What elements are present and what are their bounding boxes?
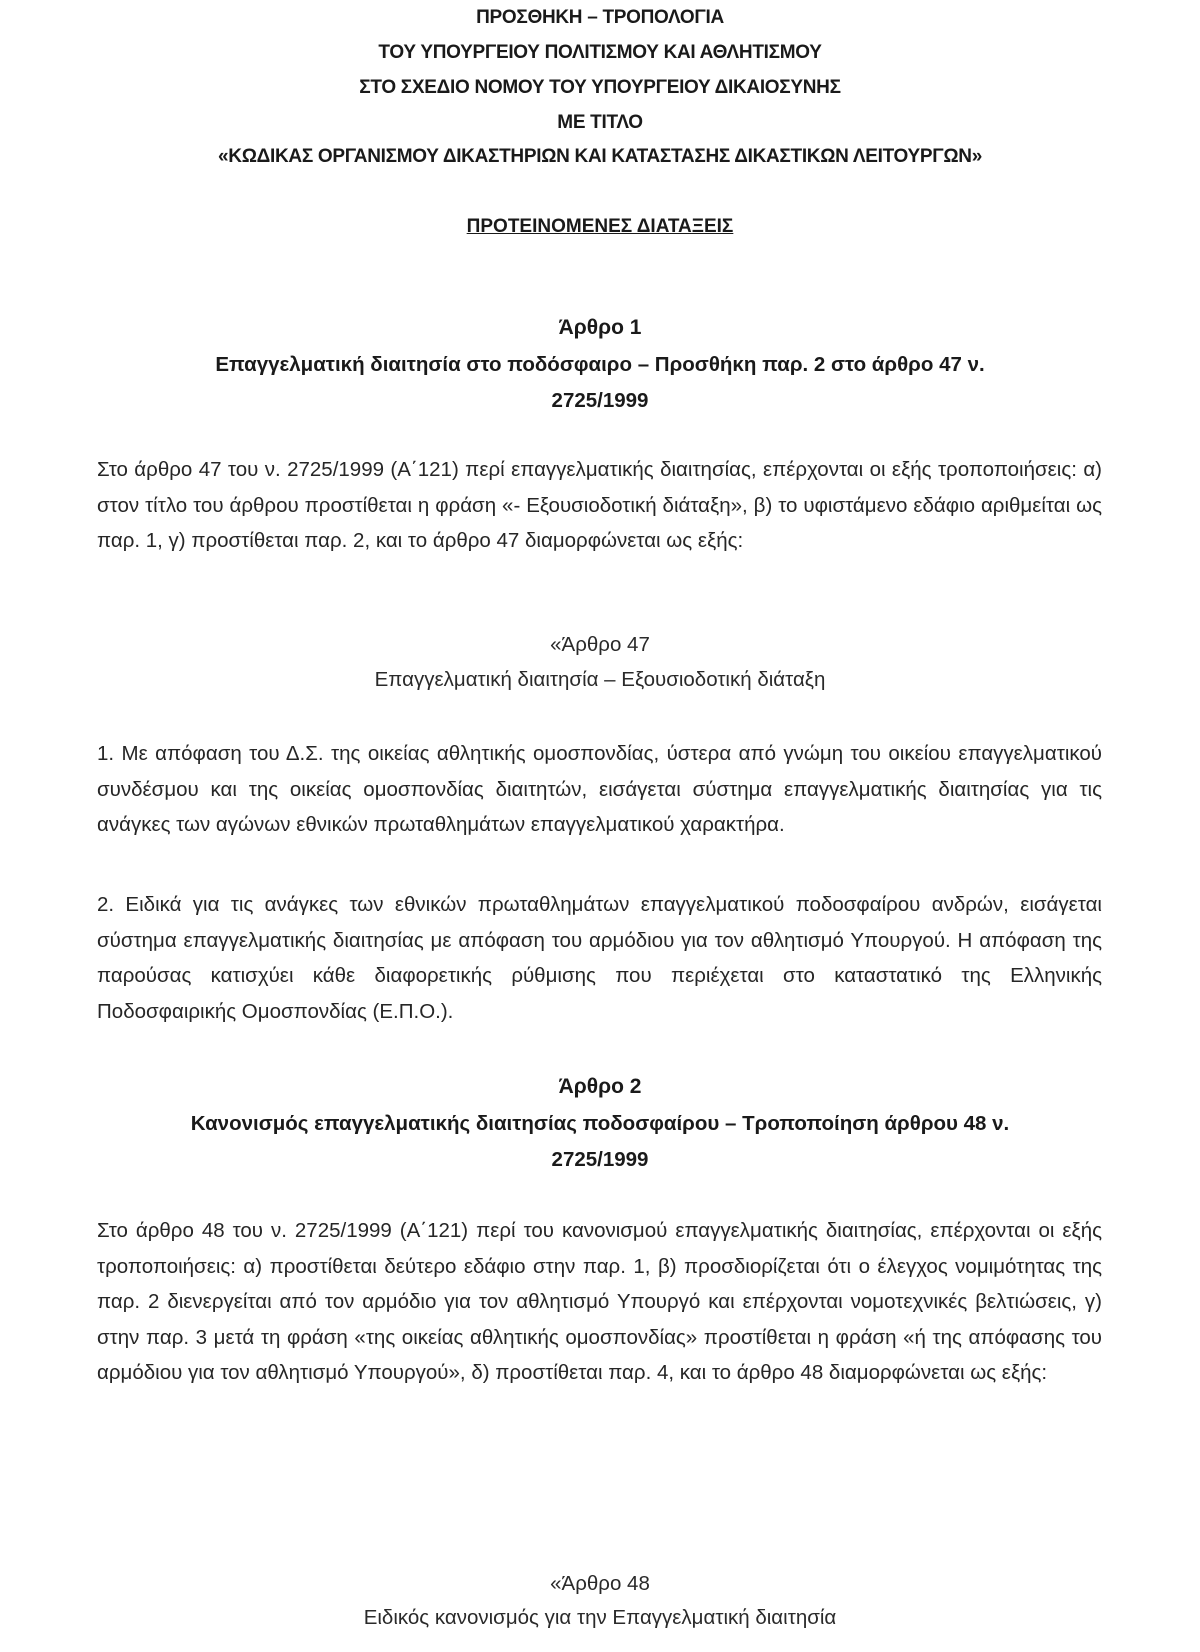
doc-header-line-3: ΣΤΟ ΣΧΕΔΙΟ ΝΟΜΟΥ ΤΟΥ ΥΠΟΥΡΓΕΙΟΥ ΔΙΚΑΙΟΣΥΝΗΣ — [359, 77, 841, 98]
article-48-quoted-subtitle: Ειδικός κανονισμός για την Επαγγελματική διαιτησία — [363, 1606, 837, 1629]
article-1-subtitle-line-2: 2725/1999 — [551, 389, 649, 412]
doc-header-line-1: ΠΡΟΣΘΗΚΗ – ΤΡΟΠΟΛΟΓΙΑ — [476, 7, 724, 28]
article-2-subtitle — [120, 1106, 1080, 1178]
article-1-intro: Στο άρθρο 47 του ν. 2725/1999 (Α΄121) περί επαγγελματικής διαιτησίας, επέρχονται οι εξής τροποποιήσεις: α) στον τίτλο του άρθρου προστίθεται η φράση «- Εξουσιοδοτική διάταξη», β) το υφιστάμενο εδάφιο αριθμείται ως παρ. 1, γ) προστίθεται παρ. 2, και το άρθρο 47 διαμορφώνεται ως εξής: — [97, 458, 1102, 552]
article-2-subtitle-line-1: Κανονισμός επαγγελματικής διαιτησίας ποδοσφαίρου – Τροποποίηση άρθρου 48 ν. — [190, 1112, 1010, 1135]
doc-header-line-4: ΜΕ ΤΙΤΛΟ — [557, 112, 643, 133]
article-1-title: Άρθρο 1 — [558, 316, 642, 339]
section-heading: ΠΡΟΤΕΙΝΟΜΕΝΕΣ ΔΙΑΤΑΞΕΙΣ — [466, 216, 734, 237]
article-2-intro: Στο άρθρο 48 του ν. 2725/1999 (Α΄121) περί του κανονισμού επαγγελματικής διαιτησίας, επέρχονται οι εξής τροποποιήσεις: α) προστίθεται δεύτερο εδάφιο στην παρ. 1, β) προσδιορίζεται ότι ο έλεγχος νομιμότητας της παρ. 2 διενεργείται από τον αρμόδιο για τον αθλητισμό Υπουργό και επέρχονται νομοτεχνικές βελτιώσεις, γ) στην παρ. 3 μετά τη φράση «της οικείας αθλητικής ομοσπονδίας» προστίθεται η φράση «ή της απόφασης του αρμόδιου για τον αθλητισμό Υπουργού», δ) προστίθεται παρ. 4, και το άρθρο 48 διαμορφώνεται ως εξής: — [97, 1219, 1102, 1384]
article-47-quoted-subtitle: Επαγγελματική διαιτησία – Εξουσιοδοτική διάταξη — [374, 668, 826, 691]
doc-header-line-2: ΤΟΥ ΥΠΟΥΡΓΕΙΟΥ ΠΟΛΙΤΙΣΜΟΥ ΚΑΙ ΑΘΛΗΤΙΣΜΟΥ — [378, 42, 822, 63]
article-2-title: Άρθρο 2 — [558, 1075, 642, 1098]
article-48-quoted-title: «Άρθρο 48 — [550, 1572, 650, 1595]
doc-header-line-5: «ΚΩΔΙΚΑΣ ΟΡΓΑΝΙΣΜΟΥ ΔΙΚΑΣΤΗΡΙΩΝ ΚΑΙ ΚΑΤΑΣΤΑΣΗΣ ΔΙΚΑΣΤΙΚΩΝ ΛΕΙΤΟΥΡΓΩΝ» — [218, 146, 982, 167]
article-1-subtitle-line-1: Επαγγελματική διαιτησία στο ποδόσφαιρο – Προσθήκη παρ. 2 στο άρθρο 47 ν. — [215, 353, 985, 376]
article-47-paragraph-1: 1. Με απόφαση του Δ.Σ. της οικείας αθλητικής ομοσπονδίας, ύστερα από γνώμη του οικείου επαγγελματικού συνδέσμου και της οικείας ομοσπονδίας διαιτητών, εισάγεται σύστημα επαγγελματικής διαιτησίας για τις ανάγκες των αγώνων εθνικών πρωταθλημάτων επαγγελματικού χαρακτήρα. — [97, 742, 1102, 836]
article-47-paragraph-2: 2. Ειδικά για τις ανάγκες των εθνικών πρωταθλημάτων επαγγελματικού ποδοσφαίρου ανδρών, εισάγεται σύστημα επαγγελματικής διαιτησίας με απόφαση του αρμόδιου για τον αθλητισμό Υπουργού. Η απόφαση της παρούσας κατισχύει κάθε διαφορετικής ρύθμισης που περιέχεται στο καταστατικό της Ελληνικής Ποδοσφαιρικής Ομοσπονδίας (Ε.Π.Ο.). — [97, 893, 1102, 1023]
article-2-subtitle-line-2: 2725/1999 — [551, 1148, 649, 1171]
article-47-quoted-title: «Άρθρο 47 — [550, 633, 650, 656]
article-1-subtitle — [120, 347, 1080, 419]
